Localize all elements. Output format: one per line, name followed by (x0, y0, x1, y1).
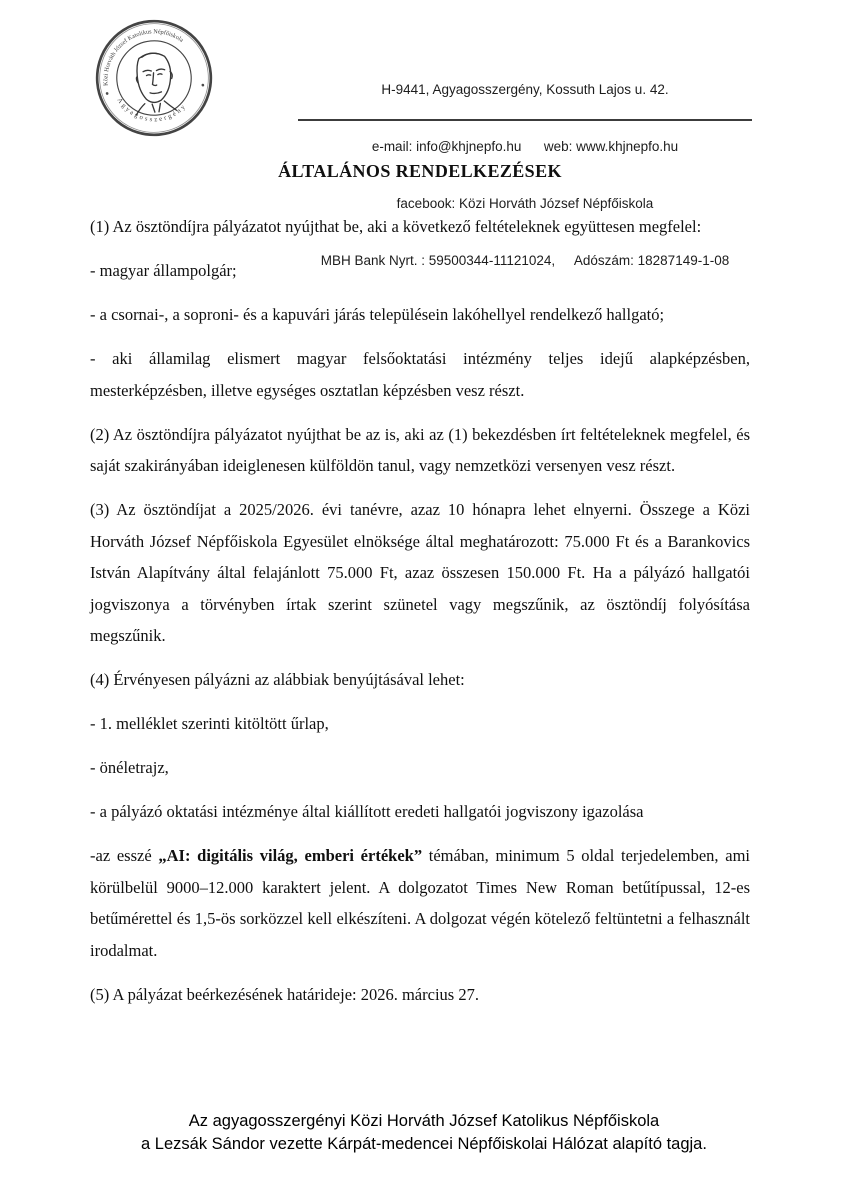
bullet-enrollment-certificate: - a pályázó oktatási intézménye által kiállított eredeti hallgatói jogviszony igazolása (90, 802, 644, 821)
essay-prefix: -az esszé (90, 846, 159, 865)
header-divider-line (298, 119, 752, 121)
organization-stamp (87, 11, 221, 145)
paragraph-5-deadline: (5) A pályázat beérkezésének határideje: 2026. március 27. (90, 984, 479, 1004)
contact-bank-tax: MBH Bank Nyrt. : 59500344-11121024, Adószám: 18287149-1-08 (320, 253, 730, 268)
bullet-education-type: - aki államilag elismert magyar felsőoktatási intézmény teljes idejű alapképzésben, mesterképzésben, illetve egységes osztatlan képzésben vesz részt. (90, 349, 750, 400)
document-footer (0, 1110, 848, 1156)
stamp-top-arc-text: Közi Horváth József Katolikus Népfőiskola (102, 28, 185, 87)
footer-line-1: Az agyagosszergényi Közi Horváth József Katolikus Népfőiskola (188, 1112, 660, 1130)
contact-email-web: e-mail: info@khjnepfo.hu web: www.khjnepfo.hu (371, 139, 679, 154)
paragraph-3-amount: (3) Az ösztöndíjat a 2025/2026. évi tanévre, azaz 10 hónapra lehet elnyerni. Összege a Közi Horváth József Népfőiskola Egyesület elnöksége által meghatározott: 75.000 Ft és a Barankovics István Alapítvány által felajánlott 75.000 Ft, azaz összesen 150.000 Ft. Ha a pályázó hallgatói jogviszonya a törvényben írtak szerint szünetel vagy megszűnik, az ösztöndíj folyósítása megszűnik. (90, 500, 750, 645)
footer-line-2: a Lezsák Sándor vezette Kárpát-medencei Népfőiskolai Hálózat alapító tagja. (141, 1135, 707, 1153)
bullet-application-form: - 1. melléklet szerinti kitöltött űrlap, (90, 714, 329, 733)
stamp-right-dot (201, 84, 204, 87)
stamp-left-dot (106, 92, 109, 95)
contact-address: H-9441, Agyagosszergény, Kossuth Lajos u. 42. (381, 82, 669, 97)
bullet-residence: - a csornai-, a soproni- és a kapuvári járás településein lakóhellyel rendelkező hallgató; (90, 305, 665, 324)
stamp-portrait (131, 51, 176, 114)
svg-text:Agyagosszergény (115, 91, 189, 127)
bullet-citizenship: - magyar állampolgár; (90, 261, 237, 280)
paragraph-2-foreign-study: (2) Az ösztöndíjra pályázatot nyújthat be az is, aki az (1) bekezdésben írt feltételeknek megfelel, és saját szakirányában ideiglenesen külföldön tanul, vagy nemzetközi versenyen vesz részt. (90, 424, 750, 475)
document-title: ÁLTALÁNOS RENDELKEZÉSEK (278, 161, 562, 181)
stamp-bottom-arc-text: Agyagosszergény (115, 96, 189, 124)
document-body (90, 155, 750, 1010)
stamp-seal-icon (87, 11, 221, 145)
paragraph-4-requirements: (4) Érvényesen pályázni az alábbiak benyújtásával lehet: (90, 670, 465, 689)
contact-facebook: facebook: Közi Horváth József Népfőiskola (396, 196, 654, 211)
essay-topic-title: „AI: digitális világ, emberi értékek” (158, 846, 423, 865)
paragraph-1-conditions: (1) Az ösztöndíjra pályázatot nyújthat be, aki a következő feltételeknek együttesen megfelel: (90, 217, 702, 236)
essay-suffix: témában, minimum 5 oldal terjedelemben, ami körülbelül 9000–12.000 karaktert jelent. A dolgozatot Times New Roman betűtípussal, 12-es betűmérettel és 1,5-ös sorközzel kell elkészíteni. A dolgozat végén kötelező feltüntetni a felhasznált irodalmat. (90, 846, 751, 960)
paragraph-essay (90, 840, 750, 966)
bullet-cv: - önéletrajz, (90, 758, 169, 777)
